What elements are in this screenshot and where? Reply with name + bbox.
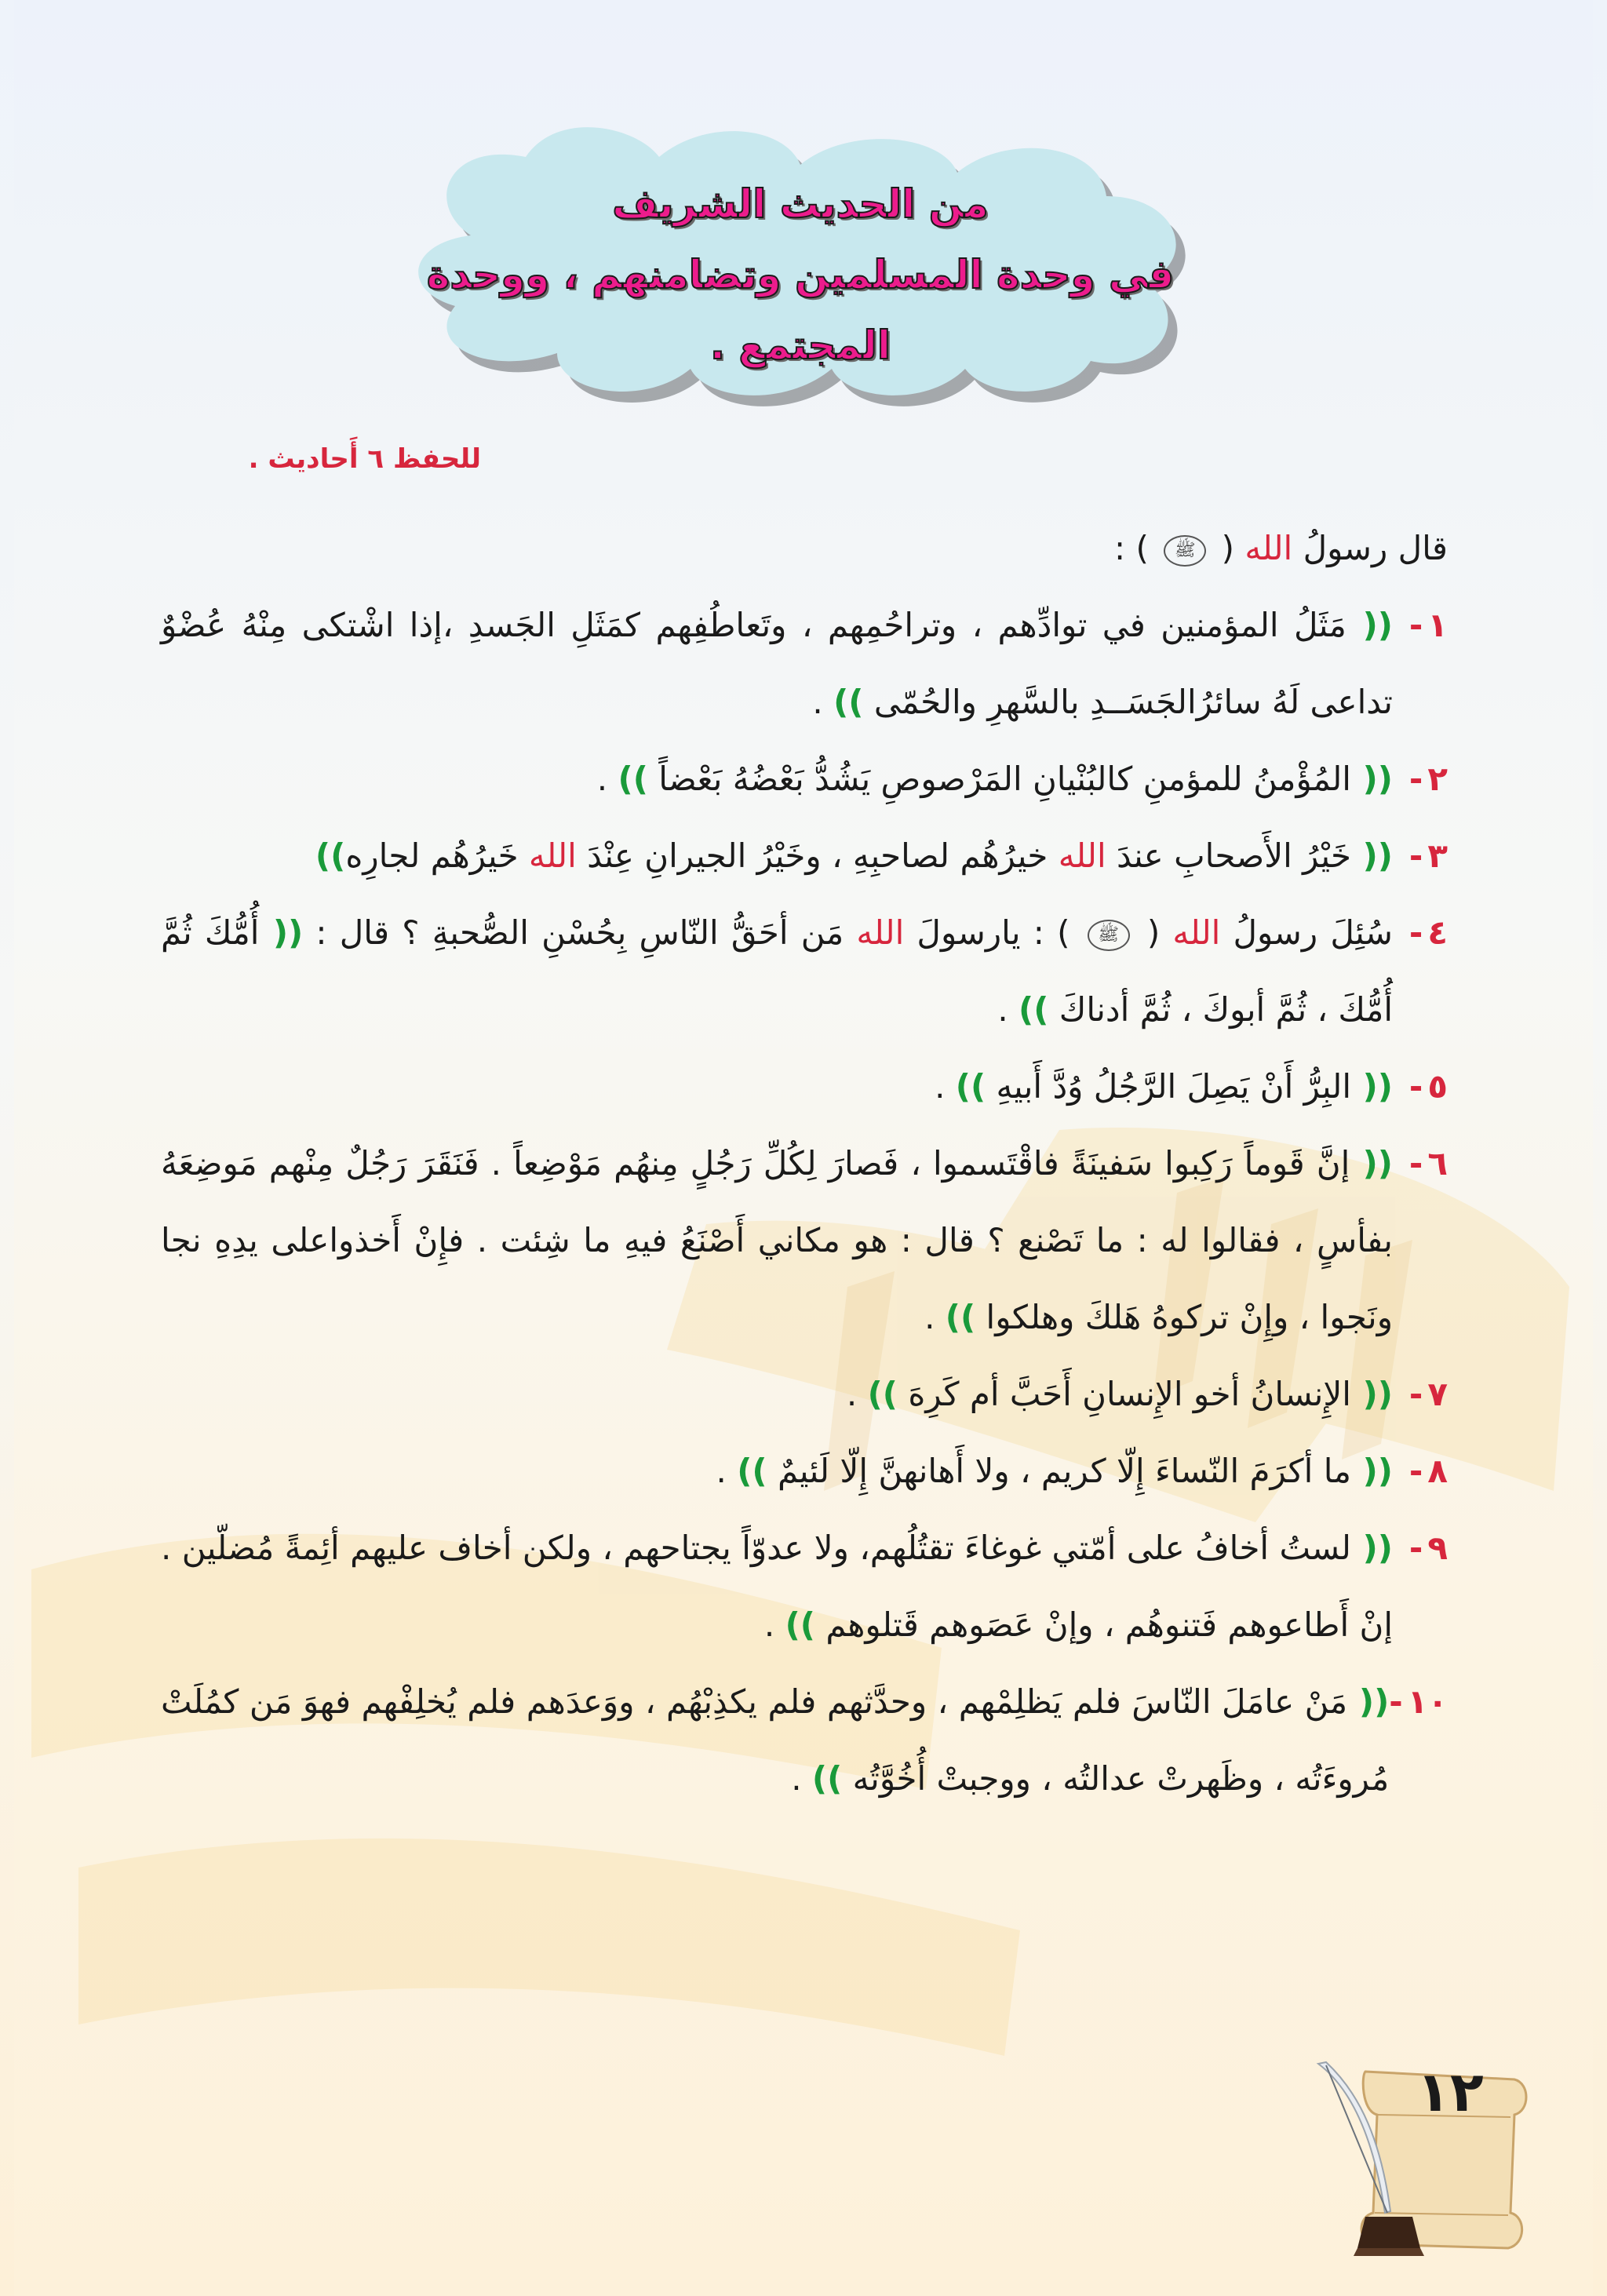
hadith-5 bbox=[161, 1048, 1448, 1125]
intro-line bbox=[161, 510, 1448, 587]
page-title bbox=[377, 169, 1224, 381]
hadith-number: ٨- bbox=[1408, 1452, 1448, 1490]
hadith-content bbox=[161, 510, 1448, 1817]
hadith-text: سُئِلَ رسولُ الله ( ﷺ ) : يارسولَ الله مَن أحَقُّ النّاسِ بِحُسْنِ الصُّحبةِ ؟ قال : (( أُمُّكَ ثُمَّ أُمُّكَ ، ثُمَّ أبوكَ ، ثُمَّ أدناكَ )) . bbox=[161, 913, 1393, 1029]
hadith-1 bbox=[161, 587, 1448, 741]
hadith-text: (( لستُ أخافُ على أمّتي غوغاءَ تقتُلُهم، ولا عدوّاً يجتاحهم ، ولكن أخاف عليهم أئِمةً مُضلّين . إنْ أَطاعوهم فَتنوهُم ، وإنْ عَصَوهم قَتلوهم )) . bbox=[161, 1529, 1394, 1644]
hadith-number: ٢- bbox=[1408, 760, 1448, 798]
hadith-text: (( ما أكرَمَ النّساءَ إِلّا كريم ، ولا أَهانهنَّ إِلّا لَئيمٌ )) . bbox=[716, 1452, 1393, 1490]
intro-before: قال رسولُ bbox=[1292, 529, 1448, 567]
title-line-1: من الحديث الشريف bbox=[612, 181, 989, 227]
hadith-number: ٩- bbox=[1408, 1529, 1448, 1567]
hadith-text: (( البِرُّ أَنْ يَصِلَ الرَّجُلُ وُدَّ أَبيهِ )) . bbox=[935, 1067, 1393, 1106]
page-number: ١٢ bbox=[1416, 2060, 1484, 2124]
hadith-number: ٣- bbox=[1408, 836, 1448, 875]
hadith-number: ١- bbox=[1408, 606, 1448, 644]
hadith-7 bbox=[161, 1356, 1448, 1433]
hadith-2 bbox=[161, 741, 1448, 818]
hadith-text: (( خَيْرُ الأَصحابِ عندَ الله خيرُهُم لصاحبِهِ ، وخَيْرُ الجيرانِ عِنْدَ الله خَيرُهُم لجارِه)) bbox=[315, 836, 1393, 875]
hadith-text: (( المُؤْمنُ للمؤمنِ كالبُنْيانِ المَرْصوصِ يَشُدُّ بَعْضُهُ بَعْضاً )) . bbox=[596, 760, 1393, 798]
hadith-9 bbox=[161, 1510, 1448, 1664]
hadith-4 bbox=[161, 895, 1448, 1048]
intro-close: ) : bbox=[1113, 529, 1160, 567]
hadith-number: ١٠- bbox=[1389, 1682, 1448, 1721]
hadith-6 bbox=[161, 1125, 1448, 1356]
pbuh-seal-icon: ﷺ bbox=[1164, 535, 1206, 567]
hadith-10 bbox=[161, 1664, 1448, 1817]
hadith-text: (( الإِنسانُ أخو الإِنسانِ أَحَبَّ أم كَرِهَ )) . bbox=[846, 1375, 1393, 1413]
hadith-number: ٧- bbox=[1408, 1375, 1448, 1413]
hadith-text: (( إنَّ قَوماً رَكِبوا سَفينَةً فاقْتَسموا ، فَصارَ لِكُلِّ رَجُلٍ مِنهُم مَوْضِعاً . فَنَقَرَ رَجُلٌ مِنْهم مَوضِعَهُ بفأسٍ ، فقالوا له : ما تَصْنع ؟ قال : هو مكاني أَصْنَعُ فيهِ ما شِئت . فإِنْ أَخذواعلى يدِهِ نجا ونَجوا ، وإِنْ تركوهُ هَلكَ وهلكوا )) . bbox=[161, 1144, 1393, 1336]
memorize-note: للحفظ ٦ أَحاديث . bbox=[248, 443, 481, 475]
hadith-number: ٥- bbox=[1408, 1067, 1448, 1106]
hadith-text: (( مَنْ عامَلَ النّاسَ فلم يَظلِمْهم ، وحدَّثهم فلم يكذِبْهُم ، ووَعدَهم فلم يُخلِفْهم فهوَ مَن كمُلَتْ مُروءَتُه ، وظَهرتْ عدالتُه ، ووجبتْ أُخُوَّتُه )) . bbox=[161, 1682, 1390, 1798]
intro-allah: الله bbox=[1244, 529, 1293, 567]
hadith-number: ٤- bbox=[1408, 913, 1448, 952]
pbuh-seal-icon: ﷺ bbox=[1088, 920, 1130, 951]
hadith-3 bbox=[161, 818, 1448, 895]
intro-open: ( bbox=[1211, 529, 1245, 567]
hadith-text: (( مَثَلُ المؤمنين في توادِّهم ، وتراحُمِهم ، وتَعاطُفِهم كمَثَلِ الجَسدِ ،إذا اشْتكى مِنْهُ عُضْوٌ تداعى لَهُ سائرُالجَسَــدِ بالسَّهرِ والحُمّى )) . bbox=[161, 606, 1393, 721]
hadith-number: ٦- bbox=[1408, 1144, 1448, 1183]
hadith-8 bbox=[161, 1433, 1448, 1510]
title-line-2: في وحدة المسلمين وتضامنهم ، ووحدة المجتمع . bbox=[426, 252, 1175, 368]
